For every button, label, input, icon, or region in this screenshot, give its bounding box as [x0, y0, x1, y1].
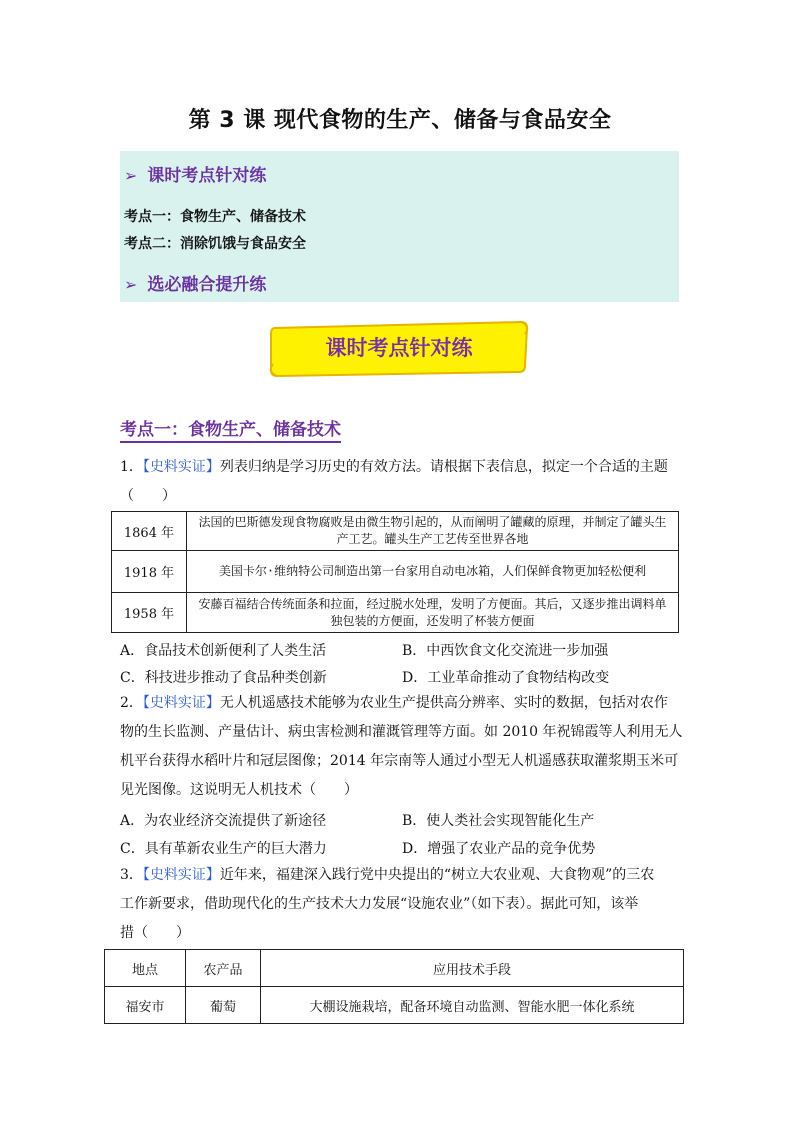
- source-tag: 【史料实证】: [142, 695, 220, 711]
- arrow-right-icon: ➢: [124, 275, 138, 294]
- source-tag: 【史料实证】: [142, 459, 220, 475]
- event-cell: 安藤百福结合传统面条和拉面，经过脱水处理，发明了方便面。其后，又逐步推出调料单独包装的方便面，还发明了杯装方便面: [187, 593, 679, 633]
- toc-heading-1-label: 课时考点针对练: [147, 166, 267, 186]
- option-c[interactable]: C．具有革新农业生产的巨大潜力: [120, 841, 327, 857]
- column-header: 农产品: [186, 950, 261, 987]
- toc-item-1[interactable]: 考点一：食物生产、储备技术: [124, 209, 306, 225]
- facility-table: [104, 949, 684, 1024]
- arrow-right-icon: ➢: [124, 166, 138, 185]
- question-line: 无人机遥感技术能够为农业生产提供高分辨率、实时的数据，包括对农作: [219, 695, 668, 711]
- table-cell: 葡萄: [186, 987, 261, 1024]
- toc-heading-2[interactable]: [124, 270, 266, 295]
- banner-title: 课时考点针对练: [325, 336, 473, 360]
- question-2: [120, 689, 685, 805]
- question-line: 工作新要求，借助现代化的生产技术大力发展“设施农业”（如下表）。据此可知，该举: [120, 896, 639, 912]
- section-banner: [269, 318, 529, 378]
- table-row: [112, 551, 679, 593]
- table-cell: 福安市: [105, 987, 186, 1024]
- event-cell: 法国的巴斯德发现食物腐败是由微生物引起的，从而阐明了罐藏的原理，并制定了罐头生产工艺。罐头生产工艺传至世界各地: [187, 512, 679, 551]
- toc-heading-1[interactable]: [124, 161, 266, 186]
- year-cell: 1958 年: [112, 593, 187, 633]
- column-header: 地点: [105, 950, 186, 987]
- table-cell: 大棚设施栽培，配备环境自动监测、智能水肥一体化系统: [261, 987, 684, 1024]
- question-number: 2．: [120, 695, 143, 711]
- question-line: 近年来，福建深入践行党中央提出的“树立大农业观、大食物观”的三农: [219, 867, 655, 883]
- question-line: 物的生长监测、产量估计、病虫害检测和灌溉管理等方面。如 2010 年祝锦霞等人利用无人: [120, 724, 683, 740]
- table-row: [112, 593, 679, 633]
- option-c[interactable]: C．科技进步推动了食品种类创新: [120, 670, 327, 686]
- year-cell: 1864 年: [112, 512, 187, 551]
- question-number: 3．: [120, 867, 143, 883]
- question-1: [120, 453, 685, 511]
- option-d[interactable]: D．工业革命推动了食物结构改变: [402, 670, 610, 686]
- question-3: [120, 861, 685, 948]
- question-line: 见光图像。这说明无人机技术（ ）: [120, 782, 358, 798]
- toc-box: [120, 151, 679, 302]
- timeline-table: [111, 511, 679, 633]
- option-a[interactable]: A．为农业经济交流提供了新途径: [120, 813, 327, 829]
- table-header-row: [105, 950, 684, 987]
- option-d[interactable]: D．增强了农业产品的竞争优势: [402, 841, 596, 857]
- question-text: 列表归纳是学习历史的有效方法。请根据下表信息，拟定一个合适的主题（ ）: [120, 459, 668, 504]
- question-line: 措（ ）: [120, 925, 190, 941]
- toc-heading-2-label: 选必融合提升练: [147, 275, 267, 295]
- toc-item-2[interactable]: 考点二：消除饥饿与食品安全: [124, 236, 306, 252]
- table-row: [112, 512, 679, 551]
- source-tag: 【史料实证】: [142, 867, 220, 883]
- option-b[interactable]: B．中西饮食文化交流进一步加强: [402, 643, 609, 659]
- question-number: 1．: [120, 459, 143, 475]
- page-title: 第 3 课 现代食物的生产、储备与食品安全: [188, 108, 612, 133]
- table-row: [105, 987, 684, 1024]
- event-cell: 美国卡尔·维纳特公司制造出第一台家用自动电冰箱，人们保鲜食物更加轻松便利: [187, 551, 679, 593]
- section-heading: 考点一：食物生产、储备技术: [120, 415, 341, 443]
- year-cell: 1918 年: [112, 551, 187, 593]
- option-b[interactable]: B．使人类社会实现智能化生产: [402, 813, 595, 829]
- option-a[interactable]: A．食品技术创新便利了人类生活: [120, 643, 327, 659]
- column-header: 应用技术手段: [261, 950, 684, 987]
- question-line: 机平台获得水稻叶片和冠层图像；2014 年宗南等人通过小型无人机遥感获取灌浆期玉米可: [120, 753, 679, 769]
